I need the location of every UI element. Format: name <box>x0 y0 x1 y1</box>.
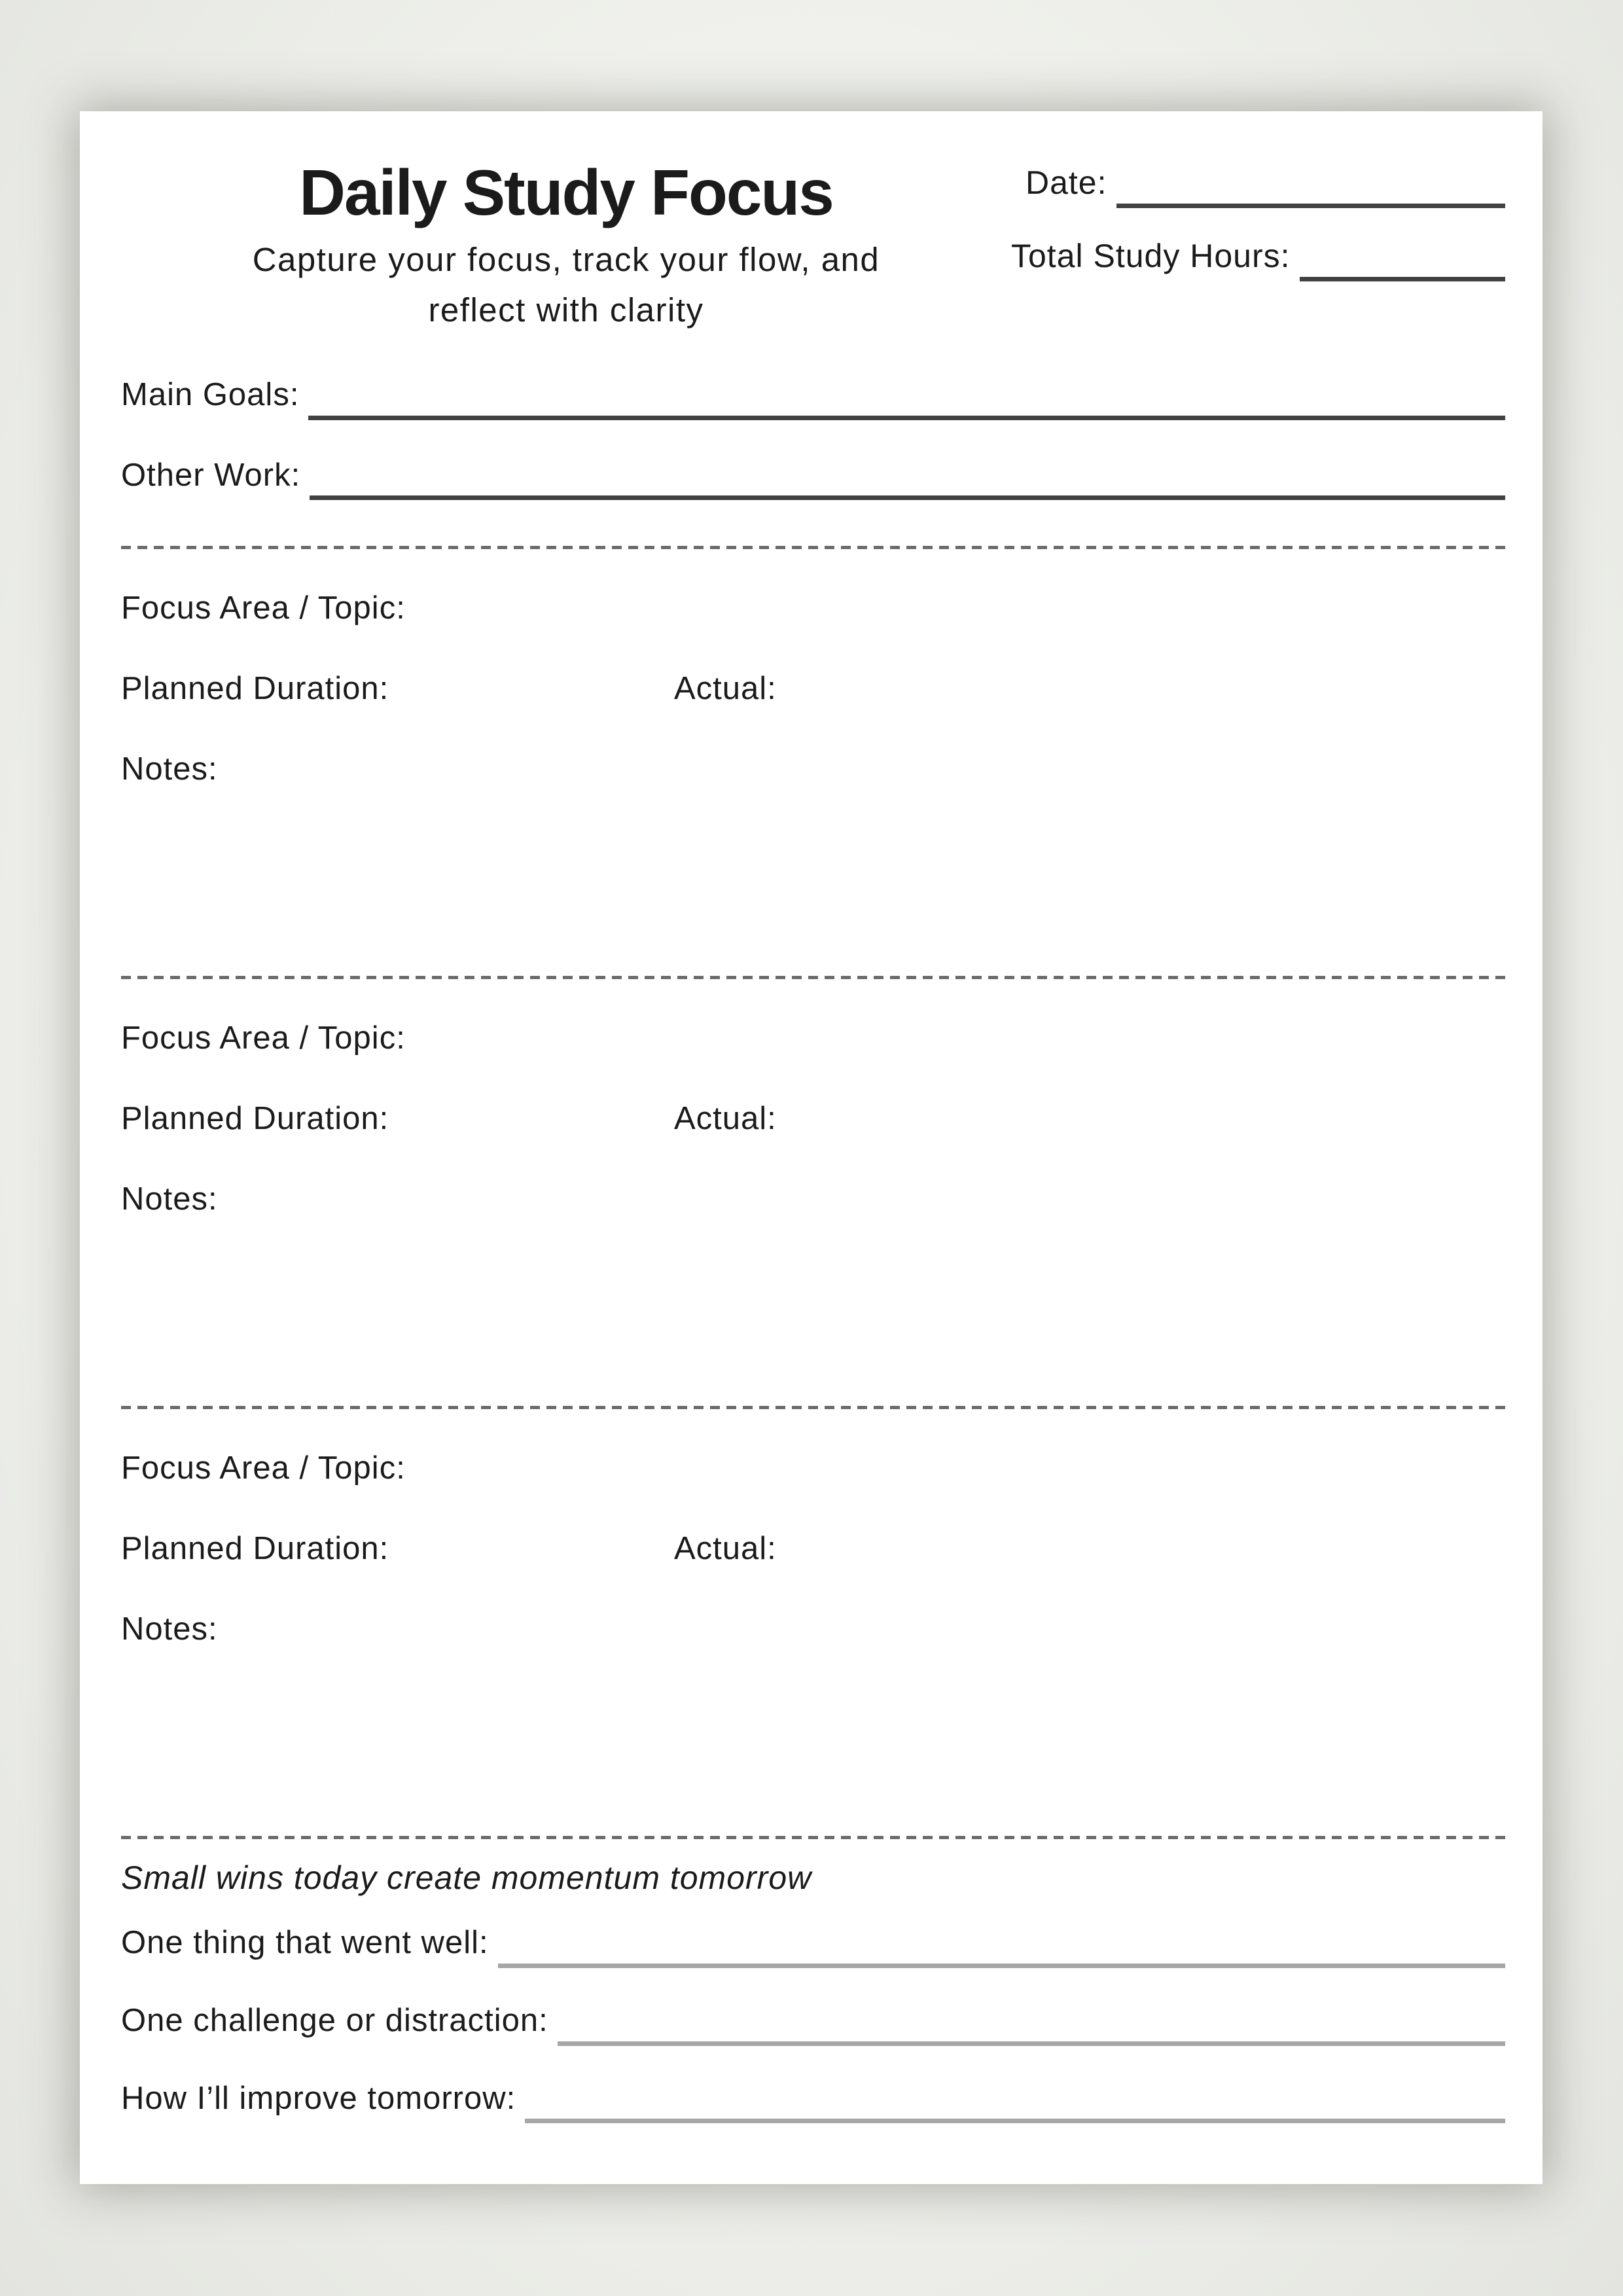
notes-row <box>121 1608 1505 1651</box>
challenge-label: One challenge or distraction: <box>121 2002 548 2038</box>
page-title: Daily Study Focus <box>299 156 833 228</box>
improve-fill-line[interactable] <box>525 2119 1505 2123</box>
section-divider <box>121 1836 1505 1839</box>
notes-row <box>121 748 1505 791</box>
focus-area-row <box>121 1017 1505 1060</box>
notes-writing-space[interactable] <box>121 790 1505 976</box>
focus-section-3 <box>121 1447 1505 1839</box>
actual-label: Actual: <box>674 1100 777 1136</box>
worksheet-page <box>80 111 1543 2184</box>
section-divider <box>121 1406 1505 1409</box>
notes-row <box>121 1178 1505 1221</box>
notes-writing-space[interactable] <box>121 1220 1505 1406</box>
actual-label: Actual: <box>674 670 777 706</box>
challenge-fill-line[interactable] <box>558 2041 1505 2046</box>
date-field-row <box>1011 161 1505 204</box>
improve-field-row <box>121 2077 1505 2120</box>
notes-writing-space[interactable] <box>121 1650 1505 1836</box>
duration-row <box>121 1098 1505 1140</box>
focus-area-label: Focus Area / Topic: <box>121 1450 406 1486</box>
focus-area-label: Focus Area / Topic: <box>121 1020 406 1056</box>
main-goals-fill-line[interactable] <box>308 416 1505 420</box>
planned-duration-label: Planned Duration: <box>121 1530 389 1566</box>
focus-section-2 <box>121 1017 1505 1409</box>
challenge-field-row <box>121 2000 1505 2042</box>
went-well-label: One thing that went well: <box>121 1925 489 1961</box>
went-well-fill-line[interactable] <box>498 1964 1505 1968</box>
focus-section-1 <box>121 587 1505 979</box>
section-divider <box>121 546 1505 549</box>
date-fill-line[interactable] <box>1116 204 1505 208</box>
duration-row <box>121 668 1505 710</box>
other-work-field-row <box>121 454 1505 497</box>
notes-label: Notes: <box>121 1611 218 1647</box>
focus-area-label: Focus Area / Topic: <box>121 590 406 626</box>
focus-area-row <box>121 1447 1505 1490</box>
total-study-hours-field-row <box>1011 234 1505 278</box>
date-label: Date: <box>1026 164 1107 201</box>
actual-label: Actual: <box>674 1530 777 1566</box>
subtitle-line-1: Capture your focus, track your flow, and <box>252 240 880 278</box>
focus-area-row <box>121 587 1505 630</box>
page-subtitle <box>121 234 1011 336</box>
main-goals-field-row <box>121 374 1505 416</box>
other-work-label: Other Work: <box>121 457 301 493</box>
total-study-hours-fill-line[interactable] <box>1300 277 1505 281</box>
notes-label: Notes: <box>121 1181 218 1217</box>
total-study-hours-label: Total Study Hours: <box>1011 238 1291 274</box>
reflection-section <box>121 1856 1505 2119</box>
header-fields-block <box>1011 158 1505 278</box>
went-well-field-row <box>121 1922 1505 1964</box>
notes-label: Notes: <box>121 751 218 787</box>
main-goals-label: Main Goals: <box>121 376 300 412</box>
other-work-fill-line[interactable] <box>310 495 1505 500</box>
improve-label: How I’ll improve tomorrow: <box>121 2080 516 2116</box>
duration-row <box>121 1528 1505 1570</box>
header <box>121 158 1505 336</box>
section-divider <box>121 976 1505 979</box>
planned-duration-label: Planned Duration: <box>121 1100 389 1136</box>
motivational-quote: Small wins today create momentum tomorrow <box>121 1859 812 1897</box>
header-title-block <box>121 158 1011 336</box>
subtitle-line-2: reflect with clarity <box>428 291 704 329</box>
planned-duration-label: Planned Duration: <box>121 670 389 706</box>
